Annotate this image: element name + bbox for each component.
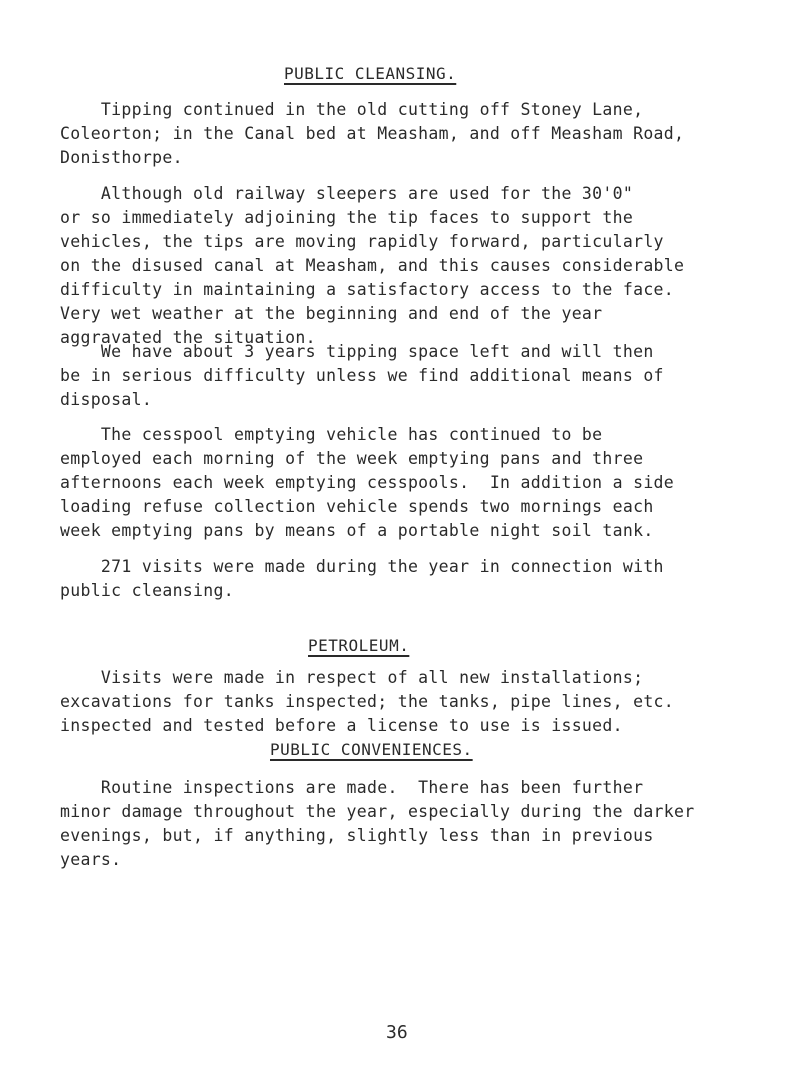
text-line: Routine inspections are made. There has been further xyxy=(60,778,644,797)
text-line: afternoons each week emptying cesspools. In addition a side xyxy=(60,473,675,492)
text-line: difficulty in maintaining a satisfactory access to the face. xyxy=(60,280,675,299)
text-line: Tipping continued in the old cutting off Stoney Lane, xyxy=(60,100,644,119)
text-line: The cesspool emptying vehicle has continued to be xyxy=(60,425,603,444)
text-line: be in serious difficulty unless we find additional means of xyxy=(60,366,664,385)
paragraph-railway-sleepers xyxy=(60,182,760,350)
paragraph-routine-inspections xyxy=(60,776,760,872)
text-line: on the disused canal at Measham, and this causes considerable xyxy=(60,256,685,275)
text-line: We have about 3 years tipping space left and will then xyxy=(60,342,654,361)
text-line: excavations for tanks inspected; the tanks, pipe lines, etc. xyxy=(60,692,675,711)
page-number: 36 xyxy=(386,1022,408,1043)
text-line: week emptying pans by means of a portable night soil tank. xyxy=(60,521,654,540)
text-line: inspected and tested before a license to use is issued. xyxy=(60,716,623,735)
text-line: 271 visits were made during the year in connection with xyxy=(60,557,664,576)
text-line: Very wet weather at the beginning and end of the year xyxy=(60,304,603,323)
heading-public-cleansing: PUBLIC CLEANSING. xyxy=(284,64,457,83)
text-line: vehicles, the tips are moving rapidly forward, particularly xyxy=(60,232,664,251)
text-line: Visits were made in respect of all new installations; xyxy=(60,668,644,687)
text-line: employed each morning of the week emptying pans and three xyxy=(60,449,644,468)
text-line: Although old railway sleepers are used for the 30'0" xyxy=(60,184,634,203)
text-line: disposal. xyxy=(60,390,153,409)
heading-petroleum: PETROLEUM. xyxy=(308,636,410,655)
text-line: evenings, but, if anything, slightly less than in previous xyxy=(60,826,654,845)
text-line: minor damage throughout the year, especially during the darker xyxy=(60,802,695,821)
text-line: Coleorton; in the Canal bed at Measham, and off Measham Road, xyxy=(60,124,685,143)
paragraph-cesspool xyxy=(60,423,760,543)
text-line: aggravated the situation. xyxy=(60,328,316,347)
text-line: loading refuse collection vehicle spends two mornings each xyxy=(60,497,654,516)
paragraph-visits xyxy=(60,555,760,603)
paragraph-tipping xyxy=(60,98,760,170)
text-line: Donisthorpe. xyxy=(60,148,183,167)
paragraph-petroleum-visits xyxy=(60,666,760,738)
text-line: public cleansing. xyxy=(60,581,234,600)
paragraph-tipping-space xyxy=(60,340,760,412)
text-line: years. xyxy=(60,850,122,869)
text-line: or so immediately adjoining the tip faces to support the xyxy=(60,208,634,227)
heading-public-conveniences: PUBLIC CONVENIENCES. xyxy=(270,740,473,759)
